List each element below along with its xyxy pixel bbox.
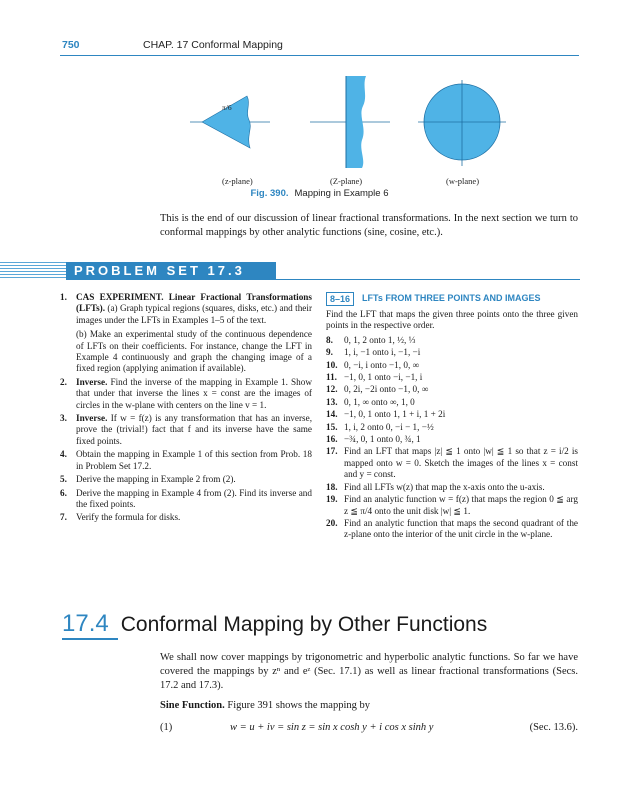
section-underline: [62, 638, 118, 640]
problem-group-title: LFTs FROM THREE POINTS AND IMAGES: [362, 293, 541, 304]
w-plane-label: (w-plane): [446, 176, 480, 186]
problem-number: 20.: [326, 517, 338, 528]
problem-2: [62, 377, 312, 411]
problem-number: 3.: [60, 413, 67, 424]
problem-20: [326, 518, 578, 541]
problem-group-header: [326, 292, 578, 306]
problem-text: Verify the formula for disks.: [76, 512, 181, 523]
problem-set-banner: [0, 260, 580, 280]
problem-4: [62, 449, 312, 472]
problem-text: 0, 1, ∞ onto ∞, 1, 0: [344, 396, 415, 407]
sine-text: Figure 391 shows the mapping by: [224, 700, 371, 711]
problem-text: Derive the mapping in Example 2 from (2).: [76, 474, 236, 485]
problems-left-column: [62, 292, 312, 526]
problem-text: −¾, 0, 1 onto 0, ¾, 1: [344, 434, 421, 445]
problem-number: 1.: [60, 292, 67, 302]
w-plane-diagram: [418, 80, 506, 166]
problem-text: Derive the mapping in Example 4 from (2). Find its inverse and the fixed points.: [76, 487, 312, 509]
banner-rule: [276, 279, 580, 280]
problem-text: 1, i, −1 onto i, −1, −i: [344, 347, 421, 358]
problem-text: Find all LFTs w(z) that map the x-axis onto the u-axis.: [344, 481, 545, 492]
problem-number: 7.: [60, 512, 67, 523]
problem-10: [326, 360, 578, 371]
problem-text: (a) Graph typical regions (squares, disks, etc.) and their images under the LFTs in Examples 1–5 of the text.: [76, 303, 312, 325]
problem-lead: Inverse.: [76, 413, 108, 424]
running-head: CHAP. 17 Conformal Mapping: [143, 39, 283, 51]
problem-number: 14.: [326, 409, 338, 420]
problem-16: [326, 434, 578, 445]
equation-body: w = u + iv = sin z = sin x cosh y + i cos x sinh y: [230, 722, 434, 733]
problem-number: 18.: [326, 481, 338, 492]
problem-text: Obtain the mapping in Example 1 of this section from Prob. 18 in Problem Set 17.2.: [76, 449, 312, 471]
problem-12: [326, 384, 578, 395]
banner-stripes: [0, 262, 66, 280]
z-plane-diagram: [190, 96, 270, 148]
problem-number: 8.: [326, 334, 333, 345]
problem-number: 4.: [60, 449, 67, 460]
problem-text: Find an analytic function w = f(z) that maps the region 0 ≦ arg z ≦ π/4 onto the unit disk |w| ≦ 1.: [344, 494, 578, 516]
figure-caption-text: Mapping in Example 6: [294, 188, 389, 199]
problem-text: 0, 1, 2 onto 1, ½, ⅓: [344, 334, 416, 345]
figure-caption-id: Fig. 390.: [250, 188, 289, 199]
problem-number: 5.: [60, 474, 67, 485]
problem-19: [326, 494, 578, 517]
problem-subpart: (b) Make an experimental study of the continuous dependence of LFTs on their coefficients. For instance, change the LFT in Example 4 continuously and graph the changing image of a fixed region (applying animation if available).: [76, 329, 312, 374]
problem-7: [62, 512, 312, 523]
problems-right-column: [326, 292, 578, 542]
problem-text: 0, 2i, −2i onto −1, 0, ∞: [344, 384, 429, 395]
section-heading: [62, 610, 487, 640]
intro-paragraph: This is the end of our discussion of linear fractional transformations. In the next section we turn to conformal mappings by other analytic functions (sine, cosine, etc.).: [160, 213, 578, 238]
equation-1: [160, 722, 578, 738]
problem-number: 10.: [326, 359, 338, 370]
problem-number: 12.: [326, 384, 338, 395]
problem-8: [326, 335, 578, 346]
Z-plane-label: (Z-plane): [330, 176, 363, 186]
problem-18: [326, 482, 578, 493]
problem-6: [62, 488, 312, 511]
equation-reference: (Sec. 13.6).: [529, 722, 578, 733]
figure-caption: [0, 188, 639, 199]
problem-text: If w = f(z) is any transformation that has an inverse, prove the (trivial!) fact that f and its inverse have the same fixed points.: [76, 413, 312, 446]
equation-label: (1): [160, 722, 173, 733]
Z-plane-diagram: [310, 76, 390, 168]
header-rule: [60, 55, 579, 56]
problem-set-title: PROBLEM SET 17.3: [74, 263, 245, 278]
section-intro-paragraph: We shall now cover mappings by trigonometric and hyperbolic analytic functions. So far we have covered the mappings by zⁿ and eᶻ (Sec. 17.1) as well as linear fractional transformations (Secs. 17.2 and 17.3).: [160, 652, 578, 691]
angle-label: π/6: [222, 103, 232, 112]
problem-number: 13.: [326, 396, 338, 407]
problem-13: [326, 397, 578, 408]
problem-text: 0, −i, i onto −1, 0, ∞: [344, 359, 420, 370]
problem-number: 16.: [326, 434, 338, 445]
problem-3: [62, 413, 312, 447]
problem-group-intro: Find the LFT that maps the given three points onto the three given points in the respective order.: [326, 309, 578, 331]
problem-number: 6.: [60, 487, 67, 498]
problem-text: Find an LFT that maps |z| ≦ 1 onto |w| ≦ 1 so that z = i/2 is mapped onto w = 0. Sketch the images of the lines x = const and y = const.: [344, 446, 578, 480]
problem-number: 17.: [326, 446, 338, 457]
problem-number: 11.: [326, 372, 337, 383]
problem-5: [62, 474, 312, 485]
problem-11: [326, 372, 578, 383]
problem-1: [62, 292, 312, 375]
problem-14: [326, 409, 578, 420]
z-plane-label: (z-plane): [222, 176, 253, 186]
problem-9: [326, 347, 578, 358]
problem-lead: Inverse.: [76, 376, 108, 387]
problem-text: −1, 0, 1 onto −i, −1, i: [344, 372, 423, 383]
problem-number: 9.: [326, 347, 333, 358]
problem-17: [326, 446, 578, 480]
sine-lead: Sine Function.: [160, 700, 225, 711]
page-number: 750: [62, 39, 80, 51]
problem-number: 19.: [326, 494, 338, 505]
section-title: Conformal Mapping by Other Functions: [120, 613, 488, 636]
problem-list: [326, 335, 578, 541]
problem-text: 1, i, 2 onto 0, −i − 1, −½: [344, 421, 434, 432]
figure-390: [150, 72, 510, 202]
sine-function-paragraph: [160, 699, 578, 713]
problem-range-badge: 8–16: [326, 292, 354, 306]
problem-lead: CAS EXPERIMENT. Linear Fractional Transformations (LFTs).: [76, 292, 312, 314]
problem-number: 15.: [326, 421, 338, 432]
section-number: 17.4: [62, 610, 109, 637]
problem-text: Find the inverse of the mapping in Example 1. Show that under that inverse the lines x = const are the images of circles in the w-plane with centers on the line v = 1.: [76, 376, 312, 410]
problem-text: Find an analytic function that maps the second quadrant of the z-plane onto the interior of the unit circle in the w-plane.: [344, 517, 578, 540]
problem-text: −1, 0, 1 onto 1, 1 + i, 1 + 2i: [344, 409, 446, 420]
problem-number: 2.: [60, 376, 67, 387]
problem-15: [326, 422, 578, 433]
